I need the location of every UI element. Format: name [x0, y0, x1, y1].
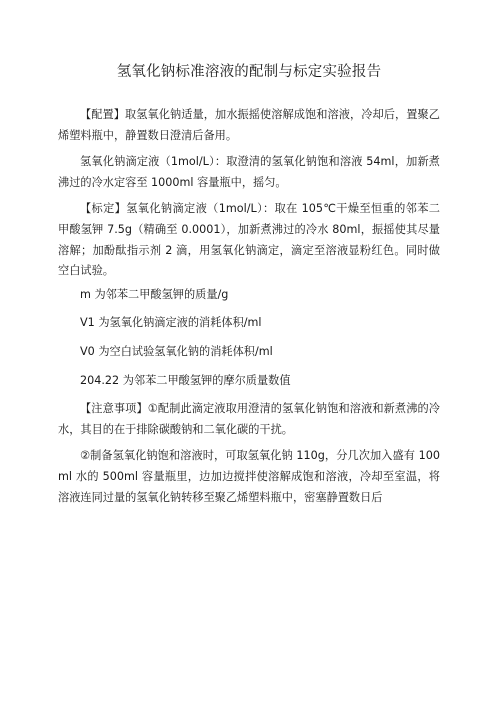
paragraph-preparation: 【配置】取氢氧化钠适量，加水振摇使溶解成饱和溶液，冷却后，置聚乙烯塑料瓶中，静置数日澄清后备用。 [58, 108, 440, 142]
document-title: 氢氧化钠标准溶液的配制与标定实验报告 [116, 64, 382, 80]
paragraph-standardization: 【标定】氢氧化钠滴定液（1mol/L）：取在 105℃干燥至恒重的邻苯二甲酸氢钾 7.5g（精确至 0.0001），加新煮沸过的冷水 80ml，振摇使其尽量溶解；加酚酞指示剂 2 滴，用氢氧化钠滴定，滴定至溶液显粉红色。同时做空白试验。 [58, 202, 440, 278]
definition-m: m 为邻苯二甲酸氢钾的质量/g [80, 287, 229, 301]
paragraph-titrant: 氢氧化钠滴定液（1mol/L）：取澄清的氢氧化钠饱和溶液 54ml，加新煮沸过的冷水定容至 1000ml 容量瓶中，摇匀。 [58, 155, 440, 189]
paragraph-note-2: ②制备氢氧化钠饱和溶液时，可取氢氧化钠 110g，分几次加入盛有 100ml 水的 500ml 容量瓶里，边加边搅拌使溶解成饱和溶液，冷却至室温，将溶液连同过量的氢氧化钠转移至聚乙烯塑料瓶中，密塞静置数日后 [58, 449, 440, 504]
definition-v0: V0 为空白试验氢氧化钠的消耗体积/ml [80, 344, 273, 358]
definition-v1: V1 为氢氧化钠滴定液的消耗体积/ml [80, 316, 262, 330]
definition-molar-mass: 204.22 为邻苯二甲酸氢钾的摩尔质量数值 [80, 373, 291, 387]
paragraph-notes: 【注意事项】①配制此滴定液取用澄清的氢氧化钠饱和溶液和新煮沸的冷水，其目的在于排除碳酸钠和二氧化碳的干扰。 [58, 402, 440, 436]
